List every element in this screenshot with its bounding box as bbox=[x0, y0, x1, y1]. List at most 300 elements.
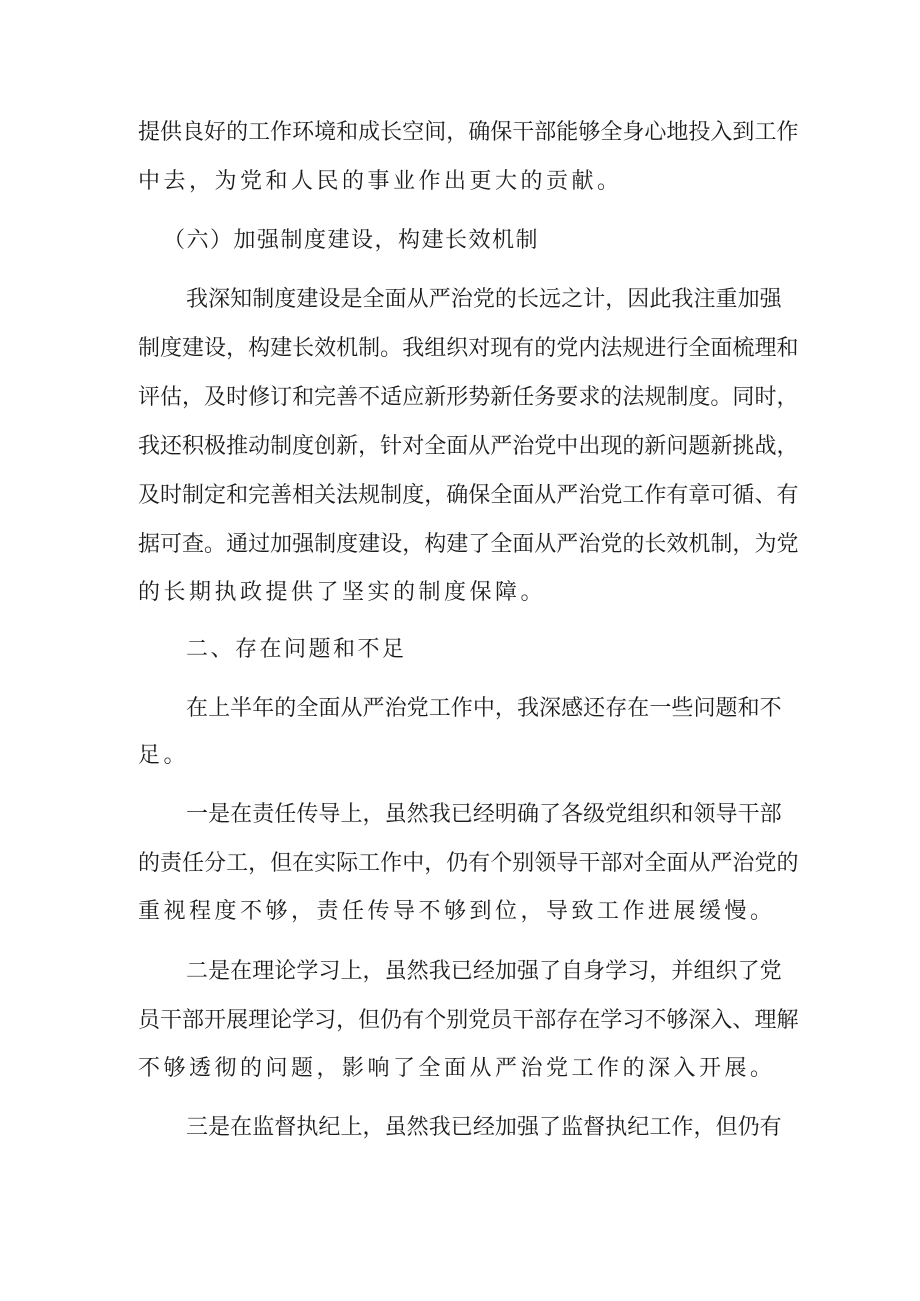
paragraph-line bbox=[186, 957, 782, 987]
char: 加 bbox=[737, 287, 760, 312]
char: 长 bbox=[292, 336, 315, 361]
char: 深 bbox=[688, 1008, 711, 1033]
char: 空 bbox=[402, 120, 425, 145]
char: 挑 bbox=[732, 434, 755, 459]
char: 工 bbox=[358, 851, 381, 876]
char: 半 bbox=[230, 696, 253, 721]
char: 部 bbox=[182, 1008, 205, 1033]
char: 成 bbox=[358, 120, 381, 145]
char: 现 bbox=[490, 336, 513, 361]
char: ， bbox=[362, 959, 385, 984]
char: 建 bbox=[270, 336, 293, 361]
paragraph-line bbox=[186, 800, 782, 830]
char: 从 bbox=[688, 851, 711, 876]
char: 和 bbox=[776, 336, 799, 361]
char: 全 bbox=[362, 287, 385, 312]
char: 长 bbox=[516, 287, 539, 312]
char: 党 bbox=[759, 959, 782, 984]
char: 规 bbox=[622, 336, 645, 361]
char: 建 bbox=[296, 287, 319, 312]
char: 强 bbox=[759, 287, 782, 312]
paragraph-line bbox=[138, 1006, 799, 1036]
char: 要 bbox=[556, 385, 579, 410]
char: 规 bbox=[644, 385, 667, 410]
paragraph-line: 不够透彻的问题，影响了全面从严治党工作的深入开展。 bbox=[138, 1056, 776, 1081]
char: 及 bbox=[138, 483, 161, 508]
char: ， bbox=[402, 532, 425, 557]
char: 我 bbox=[428, 802, 451, 827]
char: 全 bbox=[296, 696, 319, 721]
char: 领 bbox=[534, 851, 557, 876]
char: 进 bbox=[644, 336, 667, 361]
paragraph-line bbox=[186, 1113, 782, 1143]
char: 度 bbox=[292, 434, 315, 459]
char: 习 bbox=[318, 959, 341, 984]
char: 党 bbox=[600, 483, 623, 508]
char: 治 bbox=[512, 434, 535, 459]
char: 级 bbox=[583, 802, 606, 827]
char: 了 bbox=[468, 532, 491, 557]
char: 感 bbox=[561, 696, 584, 721]
char: 个 bbox=[490, 851, 513, 876]
char: 强 bbox=[516, 1115, 539, 1140]
char: 个 bbox=[424, 1008, 447, 1033]
char: 干 bbox=[160, 1008, 183, 1033]
char: 从 bbox=[534, 483, 557, 508]
char: 不 bbox=[759, 696, 782, 721]
char: 问 bbox=[693, 696, 716, 721]
char: 仍 bbox=[737, 1115, 760, 1140]
char: 面 bbox=[512, 532, 535, 557]
char: 机 bbox=[336, 336, 359, 361]
char: 积 bbox=[182, 434, 205, 459]
paragraph-line bbox=[138, 383, 799, 413]
char: 但 bbox=[358, 1008, 381, 1033]
char: 在 bbox=[230, 1115, 253, 1140]
char: 完 bbox=[314, 385, 337, 410]
char: 部 bbox=[534, 1008, 557, 1033]
char: 的 bbox=[534, 336, 557, 361]
char: 有 bbox=[666, 483, 689, 508]
char: 论 bbox=[270, 1008, 293, 1033]
char: 深 bbox=[539, 696, 562, 721]
char: 虽 bbox=[384, 802, 407, 827]
char: 展 bbox=[226, 1008, 249, 1033]
char: 作 bbox=[671, 1115, 694, 1140]
char: 部 bbox=[534, 120, 557, 145]
char: 全 bbox=[490, 532, 513, 557]
char: 极 bbox=[204, 434, 227, 459]
paragraph-line: 足。 bbox=[138, 743, 190, 768]
char: 身 bbox=[622, 120, 645, 145]
char: 。 bbox=[380, 336, 403, 361]
char: 上 bbox=[208, 696, 231, 721]
char: 理 bbox=[252, 959, 275, 984]
char: 全 bbox=[688, 336, 711, 361]
char: 党 bbox=[556, 336, 579, 361]
char: 有 bbox=[512, 336, 535, 361]
char: 虽 bbox=[384, 959, 407, 984]
char: 题 bbox=[715, 696, 738, 721]
char: 强 bbox=[292, 532, 315, 557]
char: 导 bbox=[556, 851, 579, 876]
char: 从 bbox=[468, 434, 491, 459]
char: 我 bbox=[671, 287, 694, 312]
char: 对 bbox=[622, 851, 645, 876]
char: 可 bbox=[710, 483, 733, 508]
char: 全 bbox=[600, 120, 623, 145]
char: 的 bbox=[600, 385, 623, 410]
char: ， bbox=[446, 120, 469, 145]
char: 明 bbox=[494, 802, 517, 827]
char: 工 bbox=[248, 120, 271, 145]
char: 任 bbox=[512, 385, 535, 410]
char: 全 bbox=[424, 434, 447, 459]
char: 存 bbox=[556, 1008, 579, 1033]
char: 一 bbox=[649, 696, 672, 721]
char: 够 bbox=[578, 120, 601, 145]
char: 有 bbox=[759, 1115, 782, 1140]
char: 些 bbox=[671, 696, 694, 721]
char: 效 bbox=[314, 336, 337, 361]
char: ， bbox=[358, 434, 381, 459]
char: 在 bbox=[578, 1008, 601, 1033]
char: 别 bbox=[446, 1008, 469, 1033]
paragraph-line: 的长期执政提供了坚实的制度保障。 bbox=[138, 580, 547, 605]
char: 已 bbox=[450, 802, 473, 827]
char: ， bbox=[362, 1115, 385, 1140]
char: 工 bbox=[754, 120, 777, 145]
char: 建 bbox=[358, 532, 381, 557]
char: 法 bbox=[600, 336, 623, 361]
char: 可 bbox=[160, 532, 183, 557]
char: 面 bbox=[666, 851, 689, 876]
paragraph-line bbox=[138, 432, 799, 462]
char: 、 bbox=[754, 483, 777, 508]
char: 新 bbox=[644, 434, 667, 459]
char: 设 bbox=[380, 532, 403, 557]
char: 建 bbox=[182, 336, 205, 361]
char: 善 bbox=[336, 385, 359, 410]
char: 的 bbox=[226, 120, 249, 145]
char: 从 bbox=[534, 532, 557, 557]
char: 作 bbox=[380, 851, 403, 876]
char: 新 bbox=[424, 385, 447, 410]
char: 度 bbox=[274, 287, 297, 312]
char: 确 bbox=[516, 802, 539, 827]
char: 三 bbox=[186, 1115, 209, 1140]
section-heading: （六）加强制度建设，构建长效机制 bbox=[163, 228, 540, 253]
char: 仍 bbox=[380, 1008, 403, 1033]
char: 一 bbox=[186, 802, 209, 827]
char: ， bbox=[649, 959, 672, 984]
char: 作 bbox=[450, 696, 473, 721]
char: 过 bbox=[248, 532, 271, 557]
char: ， bbox=[494, 696, 517, 721]
char: 完 bbox=[248, 483, 271, 508]
char: 评 bbox=[138, 385, 161, 410]
char: 面 bbox=[446, 434, 469, 459]
char: 面 bbox=[318, 696, 341, 721]
char: 提 bbox=[138, 120, 161, 145]
char: 的 bbox=[622, 434, 645, 459]
char: 工 bbox=[649, 1115, 672, 1140]
char: 通 bbox=[226, 532, 249, 557]
char: 织 bbox=[446, 336, 469, 361]
char: 间 bbox=[424, 120, 447, 145]
char: 干 bbox=[512, 1008, 535, 1033]
char: 还 bbox=[160, 434, 183, 459]
char: 心 bbox=[644, 120, 667, 145]
char: 中 bbox=[556, 434, 579, 459]
char: 自 bbox=[561, 959, 584, 984]
char: 分 bbox=[204, 851, 227, 876]
char: 我 bbox=[138, 434, 161, 459]
char: 定 bbox=[204, 483, 227, 508]
section-heading: 二、存在问题和不足 bbox=[186, 637, 407, 662]
char: ， bbox=[424, 483, 447, 508]
char: 我 bbox=[516, 696, 539, 721]
char: 设 bbox=[318, 287, 341, 312]
char: 制 bbox=[380, 483, 403, 508]
char: 、 bbox=[732, 1008, 755, 1033]
char: 求 bbox=[578, 385, 601, 410]
char: 和 bbox=[671, 802, 694, 827]
char: 是 bbox=[208, 1115, 231, 1140]
char: 动 bbox=[248, 434, 271, 459]
char: 入 bbox=[710, 120, 733, 145]
char: 我 bbox=[186, 287, 209, 312]
char: ， bbox=[424, 851, 447, 876]
char: 任 bbox=[274, 802, 297, 827]
char: 远 bbox=[539, 287, 562, 312]
char: 开 bbox=[204, 1008, 227, 1033]
char: 学 bbox=[292, 1008, 315, 1033]
char: 习 bbox=[627, 959, 650, 984]
char: 严 bbox=[490, 434, 513, 459]
char: 问 bbox=[666, 434, 689, 459]
char: 计 bbox=[583, 287, 606, 312]
char: 现 bbox=[600, 434, 623, 459]
char: 监 bbox=[252, 1115, 275, 1140]
char: ， bbox=[776, 385, 799, 410]
char: 保 bbox=[490, 120, 513, 145]
char: 在 bbox=[292, 851, 315, 876]
char: 督 bbox=[583, 1115, 606, 1140]
char: 内 bbox=[578, 336, 601, 361]
char: 此 bbox=[649, 287, 672, 312]
char: 党 bbox=[472, 287, 495, 312]
char: 投 bbox=[688, 120, 711, 145]
char: 纪 bbox=[318, 1115, 341, 1140]
char: 责 bbox=[160, 851, 183, 876]
char: 关 bbox=[314, 483, 337, 508]
char: 加 bbox=[494, 1115, 517, 1140]
char: 查 bbox=[182, 532, 205, 557]
char: 虽 bbox=[384, 1115, 407, 1140]
paragraph-line bbox=[138, 481, 799, 511]
char: 实 bbox=[314, 851, 337, 876]
char: 在 bbox=[186, 696, 209, 721]
char: 在 bbox=[627, 696, 650, 721]
paragraph-line bbox=[138, 118, 799, 148]
char: 严 bbox=[710, 851, 733, 876]
char: 从 bbox=[406, 287, 429, 312]
char: 法 bbox=[622, 385, 645, 410]
char: 中 bbox=[472, 696, 495, 721]
char: 面 bbox=[384, 287, 407, 312]
char: 度 bbox=[402, 483, 425, 508]
char: 度 bbox=[160, 336, 183, 361]
char: 严 bbox=[362, 696, 385, 721]
char: 干 bbox=[737, 802, 760, 827]
char: 长 bbox=[380, 120, 403, 145]
char: 。 bbox=[710, 385, 733, 410]
char: 制 bbox=[710, 532, 733, 557]
char: 全 bbox=[644, 851, 667, 876]
char: 部 bbox=[759, 802, 782, 827]
char: 并 bbox=[671, 959, 694, 984]
char: 推 bbox=[226, 434, 249, 459]
char: 注 bbox=[693, 287, 716, 312]
char: 组 bbox=[424, 336, 447, 361]
char: 但 bbox=[715, 1115, 738, 1140]
char: 加 bbox=[270, 532, 293, 557]
char: 修 bbox=[248, 385, 271, 410]
char: 设 bbox=[204, 336, 227, 361]
char: 建 bbox=[446, 532, 469, 557]
char: 和 bbox=[292, 385, 315, 410]
char: 上 bbox=[340, 802, 363, 827]
char: 制 bbox=[138, 336, 161, 361]
char: 和 bbox=[737, 696, 760, 721]
char: 构 bbox=[248, 336, 271, 361]
char: 供 bbox=[160, 120, 183, 145]
char: ， bbox=[776, 434, 799, 459]
char: 二 bbox=[186, 959, 209, 984]
char: 之 bbox=[561, 287, 584, 312]
char: 纪 bbox=[627, 1115, 650, 1140]
char: 在 bbox=[230, 959, 253, 984]
char: 了 bbox=[737, 959, 760, 984]
char: 治 bbox=[578, 483, 601, 508]
char: 作 bbox=[776, 120, 799, 145]
char: 环 bbox=[292, 120, 315, 145]
char: 善 bbox=[270, 483, 293, 508]
char: 入 bbox=[710, 1008, 733, 1033]
char: 执 bbox=[605, 1115, 628, 1140]
paragraph-line bbox=[138, 334, 799, 364]
char: 境 bbox=[314, 120, 337, 145]
char: 制 bbox=[358, 336, 381, 361]
char: 新 bbox=[490, 385, 513, 410]
char: 执 bbox=[296, 1115, 319, 1140]
char: 制 bbox=[666, 385, 689, 410]
char: 是 bbox=[208, 959, 231, 984]
char: 新 bbox=[710, 434, 733, 459]
char: 时 bbox=[160, 483, 183, 508]
char: 和 bbox=[336, 120, 359, 145]
char: 我 bbox=[402, 336, 425, 361]
char: 了 bbox=[539, 1115, 562, 1140]
paragraph-line bbox=[138, 530, 799, 560]
char: ， bbox=[732, 532, 755, 557]
char: 相 bbox=[292, 483, 315, 508]
char: 党 bbox=[776, 532, 799, 557]
char: 针 bbox=[380, 434, 403, 459]
char: 有 bbox=[776, 483, 799, 508]
char: 我 bbox=[428, 959, 451, 984]
char: 导 bbox=[318, 802, 341, 827]
char: 章 bbox=[688, 483, 711, 508]
char: 是 bbox=[340, 287, 363, 312]
char: 治 bbox=[732, 851, 755, 876]
char: 任 bbox=[182, 851, 205, 876]
char: 领 bbox=[693, 802, 716, 827]
char: 党 bbox=[754, 851, 777, 876]
char: 梳 bbox=[732, 336, 755, 361]
char: 的 bbox=[622, 532, 645, 557]
char: 因 bbox=[627, 287, 650, 312]
char: 工 bbox=[622, 483, 645, 508]
char: 经 bbox=[472, 802, 495, 827]
char: 治 bbox=[578, 532, 601, 557]
char: 然 bbox=[406, 802, 429, 827]
char: 责 bbox=[252, 802, 275, 827]
char: 地 bbox=[666, 120, 689, 145]
char: 上 bbox=[340, 1115, 363, 1140]
char: 学 bbox=[600, 1008, 623, 1033]
char: 保 bbox=[468, 483, 491, 508]
char: 织 bbox=[649, 802, 672, 827]
char: 的 bbox=[494, 287, 517, 312]
char: ， bbox=[605, 287, 628, 312]
char: 确 bbox=[468, 120, 491, 145]
char: 仍 bbox=[446, 851, 469, 876]
char: 深 bbox=[208, 287, 231, 312]
char: 长 bbox=[644, 532, 667, 557]
char: 务 bbox=[534, 385, 557, 410]
char: 好 bbox=[204, 120, 227, 145]
char: 订 bbox=[270, 385, 293, 410]
char: 监 bbox=[561, 1115, 584, 1140]
char: 严 bbox=[556, 532, 579, 557]
char: 加 bbox=[494, 959, 517, 984]
char: 我 bbox=[428, 1115, 451, 1140]
paragraph-line: 中去，为党和人民的事业作出更大的贡献。 bbox=[138, 169, 623, 194]
char: 工 bbox=[226, 851, 249, 876]
char: 论 bbox=[274, 959, 297, 984]
char: 规 bbox=[358, 483, 381, 508]
char: 知 bbox=[230, 287, 253, 312]
char: 不 bbox=[644, 1008, 667, 1033]
char: 了 bbox=[539, 802, 562, 827]
char: 上 bbox=[340, 959, 363, 984]
char: 作 bbox=[270, 120, 293, 145]
char: 出 bbox=[578, 434, 601, 459]
char: 党 bbox=[534, 434, 557, 459]
char: 员 bbox=[490, 1008, 513, 1033]
char: 学 bbox=[605, 959, 628, 984]
char: 和 bbox=[226, 483, 249, 508]
char: 度 bbox=[336, 532, 359, 557]
char: 重 bbox=[715, 287, 738, 312]
char: ， bbox=[226, 336, 249, 361]
char: 治 bbox=[384, 696, 407, 721]
char: 理 bbox=[754, 1008, 777, 1033]
char: 确 bbox=[446, 483, 469, 508]
char: 织 bbox=[715, 959, 738, 984]
